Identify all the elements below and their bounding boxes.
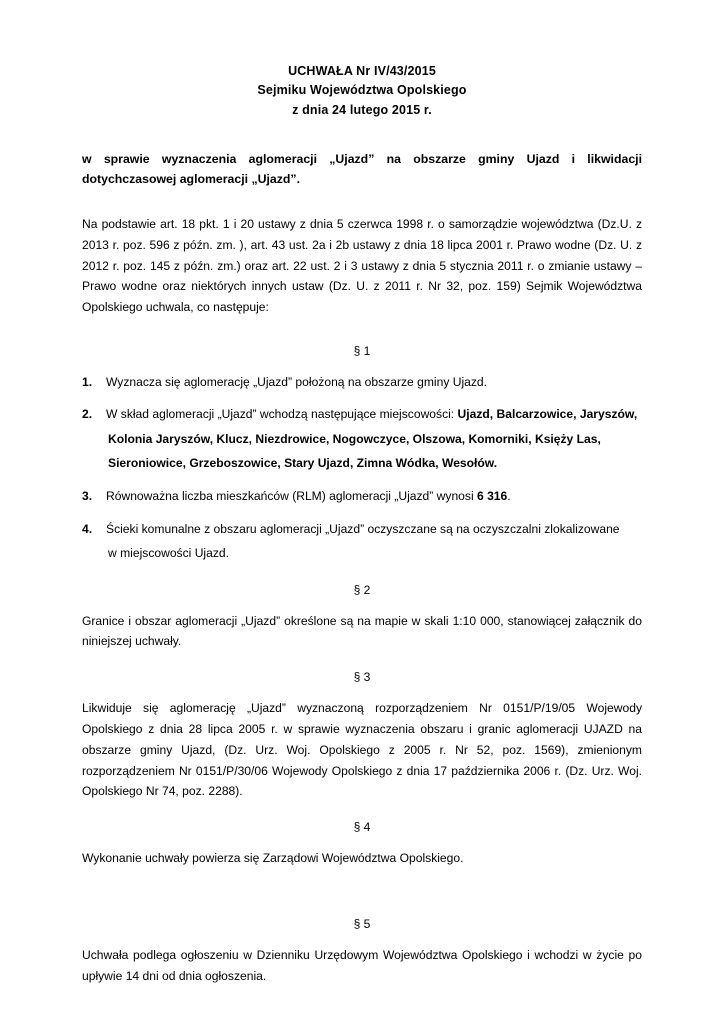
- item-number: 2.: [82, 407, 93, 422]
- item-number: 3.: [82, 488, 93, 503]
- section-2-text: Granice i obszar aglomeracji „Ujazd” określone są na mapie w skali 1:10 000, stanowiącej załącznik do niniejszej uchwały.: [82, 613, 642, 649]
- item-text: [104, 519, 642, 565]
- section-mark-2: § 2: [353, 582, 371, 597]
- item-number: 1.: [82, 374, 93, 389]
- rlm-value: 6 316: [477, 488, 508, 503]
- section-5-text: Uchwała podlega ogłoszeniu w Dzienniku Urzędowym Województwa Opolskiego i wchodzi w życie po upływie 14 dni od dnia ogłoszenia.: [82, 947, 642, 983]
- item-text-line-1: Ścieki komunalne z obszaru aglomeracji „Ujazd” oczyszczane są na oczyszczalni zlokalizowane: [106, 521, 620, 536]
- section-mark-3: § 3: [353, 670, 371, 685]
- list-item: [82, 372, 642, 394]
- section-mark-1: § 1: [353, 343, 371, 358]
- item-text: [104, 404, 642, 475]
- locality-list-line-1: Ujazd, Balcarzowice, Jaryszów,: [457, 407, 638, 422]
- section-1-list: [82, 372, 642, 565]
- locality-list-line-2: Kolonia Jaryszów, Klucz, Niezdrowice, Nogowczyce, Olszowa, Komorniki, Księży Las,: [108, 431, 601, 446]
- title-line-1: UCHWAŁA Nr IV/43/2015: [288, 64, 436, 78]
- item-lead-text: W skład aglomeracji „Ujazd” wchodzą następujące miejscowości:: [106, 407, 458, 422]
- list-item: [82, 486, 642, 508]
- document-title: [82, 62, 642, 120]
- item-text: Wyznacza się aglomerację „Ujazd” położoną na obszarze gminy Ujazd.: [106, 374, 488, 389]
- list-item: [82, 519, 642, 565]
- item-text-line-2: w miejscowości Ujazd.: [108, 546, 229, 561]
- document-preamble: Na podstawie art. 18 pkt. 1 i 20 ustawy z dnia 5 czerwca 1998 r. o samorządzie województwa (Dz.U. z 2013 r. poz. 596 z późn. zm. ), art. 43 ust. 2a i 2b ustawy z dnia 18 lipca 2001 r. Prawo wodne (Dz. U. z 2012 r. poz. 145 z późn. zm.) oraz art. 22 ust. 2 i 3 ustawy z dnia 5 stycznia 2011 r. o zmianie ustawy – Prawo wodne oraz niektórych innych ustaw (Dz. U. z 2011 r. Nr 32, poz. 159) Sejmik Województwa Opolskiego uchwala, co następuje:: [82, 216, 642, 315]
- section-3-text: Likwiduje się aglomerację „Ujazd” wyznaczoną rozporządzeniem Nr 0151/P/19/05 Wojewody Opolskiego z dnia 28 lipca 2005 r. w sprawie wyznaczenia obszaru i granic aglomeracji UJAZD na obszarze gminy Ujazd, (Dz. Urz. Woj. Opolskiego z 2005 r. Nr 52, poz. 1569), zmienionym rozporządzeniem Nr 0151/P/30/06 Wojewody Opolskiego z dnia 17 października 2006 r. (Dz. Urz. Woj. Opolskiego Nr 74, poz. 2288).: [82, 701, 642, 799]
- locality-list-line-3: Sieroniowice, Grzeboszowice, Stary Ujazd, Zimna Wódka, Wesołów.: [108, 456, 498, 471]
- section-mark-4: § 4: [353, 820, 371, 835]
- list-item: [82, 404, 642, 475]
- document-subject: w sprawie wyznaczenia aglomeracji „Ujazd” na obszarze gminy Ujazd i likwidacji dotychczasowej aglomeracji „Ujazd”.: [82, 152, 642, 187]
- section-mark-5: § 5: [353, 916, 371, 931]
- item-lead-text: Równoważna liczba mieszkańców (RLM) aglomeracji „Ujazd” wynosi: [106, 488, 477, 503]
- item-text: [104, 486, 642, 508]
- title-line-2: Sejmiku Województwa Opolskiego: [257, 83, 467, 98]
- title-line-3: z dnia 24 lutego 2015 r.: [292, 102, 432, 117]
- item-number: 4.: [82, 521, 93, 536]
- section-4-text: Wykonanie uchwały powierza się Zarządowi Województwa Opolskiego.: [82, 851, 464, 866]
- item-tail-text: .: [507, 488, 511, 503]
